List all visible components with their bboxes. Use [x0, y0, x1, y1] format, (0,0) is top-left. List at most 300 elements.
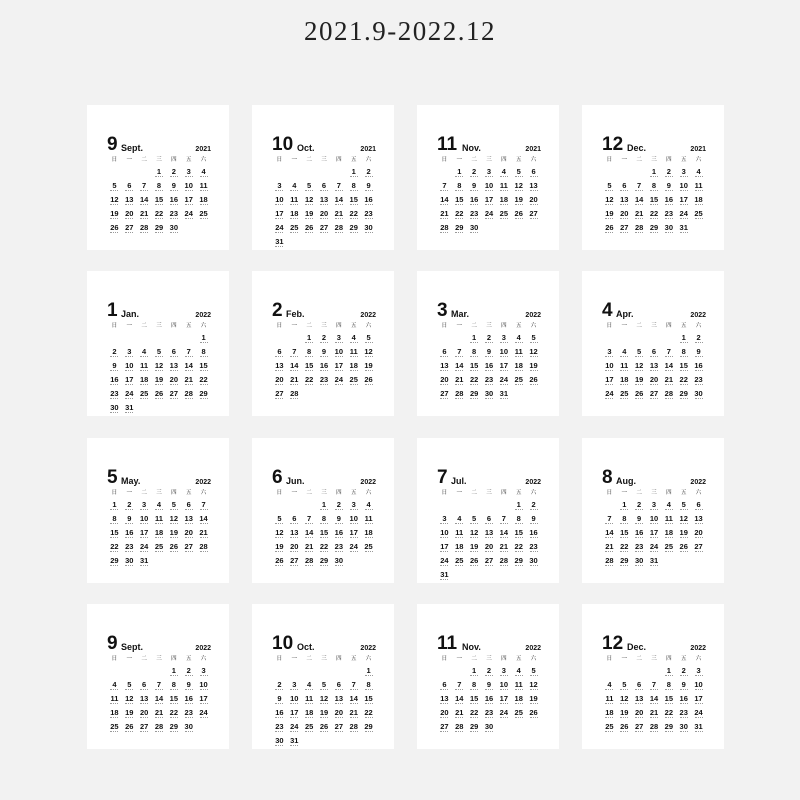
day-cell [272, 722, 287, 736]
day-number: 10 [125, 361, 134, 370]
day-cell [647, 556, 662, 570]
day-number: 2 [666, 167, 671, 176]
day-cell [361, 542, 376, 556]
day-cell [437, 570, 452, 584]
month-card [417, 105, 559, 250]
day-cell [361, 375, 376, 389]
weekday-label: 五 [350, 490, 357, 496]
lunar-date-mark [650, 398, 658, 403]
day-cell [482, 389, 497, 403]
weekday-label: 五 [680, 323, 687, 329]
day-cell [361, 361, 376, 375]
day-cell [287, 361, 302, 375]
month-number: 8 [602, 467, 613, 488]
weekday-label: 二 [141, 656, 147, 662]
lunar-date-mark [500, 218, 508, 223]
day-cell [287, 347, 302, 361]
day-number: 12 [125, 694, 134, 703]
lunar-date-mark [365, 731, 373, 736]
day-number: 5 [472, 514, 477, 523]
day-cell [361, 708, 376, 722]
day-cell [691, 389, 706, 403]
day-cell [346, 347, 361, 361]
day-number: 9 [277, 694, 282, 703]
weekday-label: 四 [501, 323, 507, 329]
day-cell [496, 542, 511, 556]
day-cell [496, 708, 511, 722]
day-number: 8 [366, 680, 371, 689]
empty-day [287, 666, 302, 680]
day-cell [676, 680, 691, 694]
day-number: 10 [184, 181, 193, 190]
day-cell [196, 666, 211, 680]
day-cell [152, 680, 167, 694]
day-number: 22 [679, 375, 688, 384]
lunar-date-mark [680, 731, 688, 736]
day-cell [467, 556, 482, 570]
day-cell [181, 500, 196, 514]
day-cell [467, 333, 482, 347]
weekday-header [437, 490, 541, 497]
day-cell [691, 722, 706, 736]
day-number: 14 [349, 694, 358, 703]
day-cell [661, 542, 676, 556]
weekday-header [107, 656, 211, 663]
day-number: 26 [125, 722, 134, 731]
day-number: 18 [349, 361, 358, 370]
lunar-date-mark [470, 232, 478, 237]
day-number: 19 [319, 708, 329, 717]
weekday-label: 日 [606, 157, 613, 163]
day-cell [166, 500, 181, 514]
day-cell [272, 542, 287, 556]
day-number: 18 [514, 694, 523, 703]
day-number: 25 [364, 542, 373, 551]
day-cell [152, 528, 167, 542]
weekday-label: 一 [456, 656, 463, 662]
day-number: 17 [184, 195, 193, 204]
day-cell [632, 500, 647, 514]
month-number: 11 [437, 134, 458, 155]
day-cell [346, 167, 361, 181]
day-number: 20 [529, 195, 538, 204]
day-cell [617, 556, 632, 570]
day-cell [676, 167, 691, 181]
lunar-date-mark [110, 232, 118, 237]
day-number: 3 [486, 167, 492, 176]
day-cell [331, 514, 346, 528]
empty-day [181, 333, 196, 347]
day-number: 23 [319, 375, 329, 384]
day-cell [676, 195, 691, 209]
day-number: 26 [364, 375, 373, 384]
day-cell [496, 181, 511, 195]
day-number: 14 [199, 514, 208, 523]
day-number: 28 [455, 722, 464, 731]
day-cell [317, 542, 332, 556]
day-cell [676, 722, 691, 736]
day-cell [181, 167, 196, 181]
day-cell [272, 375, 287, 389]
day-number: 16 [484, 361, 494, 370]
day-number: 28 [664, 389, 674, 398]
day-cell [647, 708, 662, 722]
day-number: 13 [125, 195, 134, 204]
day-cell [122, 375, 137, 389]
day-cell [661, 666, 676, 680]
lunar-date-mark [170, 232, 178, 237]
day-number: 10 [440, 528, 449, 537]
day-number: 8 [651, 181, 657, 190]
day-cell [496, 167, 511, 181]
weekday-label: 三 [156, 157, 162, 163]
day-cell [452, 223, 467, 237]
day-cell [346, 694, 361, 708]
day-cell [181, 708, 196, 722]
day-number: 22 [514, 542, 523, 551]
day-cell [196, 167, 211, 181]
day-cell [437, 209, 452, 223]
lunar-date-mark [635, 398, 643, 403]
weekday-label: 四 [171, 323, 177, 329]
day-cell [647, 528, 662, 542]
day-cell [632, 694, 647, 708]
day-cell [691, 209, 706, 223]
day-cell [302, 708, 317, 722]
weekday-label: 五 [350, 656, 357, 662]
day-cell [272, 237, 287, 251]
day-cell [676, 333, 691, 347]
day-cell [467, 722, 482, 736]
empty-day [437, 666, 452, 680]
lunar-date-mark [140, 565, 148, 570]
day-cell [317, 680, 332, 694]
day-number: 7 [666, 347, 671, 356]
day-number: 22 [154, 209, 164, 218]
day-cell [632, 361, 647, 375]
day-number: 30 [679, 722, 688, 731]
lunar-date-mark [635, 232, 643, 237]
day-number: 4 [696, 167, 701, 176]
day-cell [137, 542, 152, 556]
day-cell [632, 680, 647, 694]
month-header [272, 631, 376, 653]
day-number: 6 [531, 167, 536, 176]
page-title: 2021.9-2022.12 [304, 16, 496, 46]
day-number: 11 [155, 514, 163, 523]
day-number: 30 [184, 722, 193, 731]
day-cell [617, 528, 632, 542]
day-cell [272, 223, 287, 237]
lunar-date-mark [635, 731, 643, 736]
day-cell [452, 181, 467, 195]
day-number: 24 [694, 708, 703, 717]
day-number: 24 [605, 389, 614, 398]
weekday-label: 五 [680, 157, 687, 163]
day-cell [676, 500, 691, 514]
day-cell [331, 181, 346, 195]
day-cell [152, 347, 167, 361]
day-cell [632, 181, 647, 195]
day-number: 15 [169, 694, 179, 703]
day-cell [107, 195, 122, 209]
month-name: Oct. [297, 143, 315, 153]
empty-day [467, 500, 482, 514]
weekday-header [437, 157, 541, 164]
day-cell [196, 361, 211, 375]
month-number: 9 [107, 633, 118, 654]
day-cell [496, 209, 511, 223]
day-number: 25 [349, 375, 358, 384]
day-number: 6 [292, 514, 297, 523]
lunar-date-mark [530, 218, 538, 223]
weekday-label: 一 [126, 323, 133, 329]
day-number: 10 [275, 195, 284, 204]
month-name: Oct. [297, 642, 315, 652]
day-grid [602, 500, 706, 570]
day-cell [272, 514, 287, 528]
weekday-label: 一 [291, 157, 298, 163]
day-cell [272, 736, 287, 750]
day-cell [331, 209, 346, 223]
weekday-label: 日 [441, 656, 448, 662]
day-cell [287, 389, 302, 403]
day-cell [166, 680, 181, 694]
day-cell [467, 347, 482, 361]
day-cell [676, 708, 691, 722]
day-cell [602, 722, 617, 736]
month-header [272, 298, 376, 320]
day-number: 24 [499, 375, 509, 384]
day-number: 17 [290, 708, 299, 717]
day-number: 5 [307, 181, 312, 190]
day-number: 21 [304, 542, 314, 551]
day-cell [526, 375, 541, 389]
lunar-date-mark [305, 565, 313, 570]
day-number: 25 [199, 209, 208, 218]
empty-day [452, 666, 467, 680]
weekday-label: 三 [321, 157, 327, 163]
day-cell [437, 375, 452, 389]
day-number: 8 [351, 181, 356, 190]
day-cell [331, 556, 346, 570]
empty-day [331, 666, 346, 680]
day-cell [602, 375, 617, 389]
day-cell [331, 500, 346, 514]
day-cell [302, 514, 317, 528]
lunar-date-mark [515, 218, 523, 223]
day-number: 21 [634, 209, 644, 218]
day-number: 14 [499, 528, 509, 537]
day-cell [467, 223, 482, 237]
day-number: 5 [277, 514, 282, 523]
day-number: 12 [620, 694, 629, 703]
day-number: 20 [169, 375, 179, 384]
day-number: 9 [366, 181, 371, 190]
day-cell [526, 694, 541, 708]
day-number: 4 [351, 333, 356, 342]
day-number: 5 [127, 680, 132, 689]
day-number: 5 [531, 333, 536, 342]
day-grid [272, 500, 376, 570]
day-cell [482, 528, 497, 542]
lunar-date-mark [185, 398, 193, 403]
weekday-label: 三 [651, 157, 657, 163]
day-number: 11 [110, 694, 119, 703]
day-number: 24 [484, 209, 494, 218]
empty-day [647, 666, 662, 680]
day-number: 1 [351, 167, 356, 176]
lunar-date-mark [305, 232, 313, 237]
day-cell [526, 708, 541, 722]
day-cell [272, 708, 287, 722]
weekday-label: 三 [486, 490, 492, 496]
day-number: 18 [620, 375, 629, 384]
day-number: 22 [304, 375, 314, 384]
day-cell [331, 361, 346, 375]
lunar-date-mark [305, 384, 313, 389]
month-number: 4 [602, 300, 613, 321]
day-number: 22 [455, 209, 464, 218]
lunar-date-mark [620, 565, 628, 570]
day-cell [331, 375, 346, 389]
day-cell [166, 347, 181, 361]
lunar-date-mark [110, 412, 118, 417]
weekday-label: 二 [141, 490, 147, 496]
day-number: 16 [529, 528, 538, 537]
weekday-label: 一 [621, 157, 628, 163]
day-number: 13 [184, 514, 193, 523]
day-cell [647, 680, 662, 694]
day-number: 12 [529, 680, 538, 689]
day-number: 14 [290, 361, 299, 370]
day-number: 16 [484, 694, 494, 703]
day-number: 16 [694, 361, 703, 370]
lunar-date-mark [350, 384, 358, 389]
lunar-date-mark [200, 551, 208, 556]
day-cell [617, 708, 632, 722]
day-number: 9 [112, 361, 117, 370]
weekday-header [437, 323, 541, 330]
day-number: 23 [364, 209, 373, 218]
empty-day [632, 167, 647, 181]
day-number: 28 [649, 722, 659, 731]
day-number: 15 [649, 195, 659, 204]
month-header [272, 132, 376, 154]
day-cell [691, 333, 706, 347]
day-cell [181, 389, 196, 403]
day-cell [437, 680, 452, 694]
day-grid [272, 167, 376, 251]
day-cell [181, 181, 196, 195]
weekday-label: 六 [365, 323, 372, 329]
day-cell [632, 556, 647, 570]
weekday-header [602, 157, 706, 164]
lunar-date-mark [650, 232, 658, 237]
day-number: 20 [694, 528, 703, 537]
day-number: 3 [351, 500, 356, 509]
day-number: 5 [366, 333, 371, 342]
empty-day [632, 666, 647, 680]
day-number: 30 [664, 223, 674, 232]
day-number: 6 [637, 680, 642, 689]
day-cell [691, 708, 706, 722]
day-number: 3 [201, 666, 206, 675]
day-number: 26 [529, 375, 538, 384]
weekday-label: 一 [291, 656, 298, 662]
lunar-date-mark [515, 717, 523, 722]
empty-day [287, 333, 302, 347]
day-number: 18 [364, 528, 373, 537]
day-number: 24 [199, 708, 208, 717]
day-number: 13 [334, 694, 344, 703]
day-number: 4 [501, 167, 506, 176]
day-number: 11 [349, 347, 358, 356]
weekday-label: 五 [185, 323, 192, 329]
month-year: 2021 [360, 146, 376, 153]
day-cell [632, 195, 647, 209]
day-cell [691, 542, 706, 556]
day-number: 12 [529, 347, 538, 356]
day-cell [137, 528, 152, 542]
day-number: 28 [184, 389, 193, 398]
day-number: 22 [110, 542, 119, 551]
weekday-label: 二 [636, 656, 642, 662]
day-number: 18 [455, 542, 464, 551]
day-cell [302, 528, 317, 542]
day-number: 19 [605, 209, 614, 218]
day-number: 19 [620, 708, 629, 717]
day-number: 11 [290, 195, 299, 204]
day-number: 2 [366, 167, 371, 176]
day-number: 27 [620, 223, 629, 232]
day-number: 23 [694, 375, 703, 384]
day-number: 7 [307, 514, 312, 523]
day-cell [122, 514, 137, 528]
day-grid [602, 167, 706, 237]
day-number: 23 [664, 209, 674, 218]
day-number: 4 [622, 347, 627, 356]
day-grid [272, 666, 376, 750]
day-cell [691, 375, 706, 389]
day-cell [181, 694, 196, 708]
day-number: 27 [290, 556, 299, 565]
day-number: 19 [679, 528, 688, 537]
day-number: 20 [440, 375, 449, 384]
day-cell [166, 708, 181, 722]
day-number: 13 [484, 528, 494, 537]
day-cell [196, 375, 211, 389]
day-number: 10 [139, 514, 149, 523]
day-cell [452, 167, 467, 181]
day-cell [632, 722, 647, 736]
empty-day [437, 167, 452, 181]
day-cell [302, 209, 317, 223]
day-number: 2 [696, 333, 701, 342]
day-cell [467, 542, 482, 556]
day-cell [346, 181, 361, 195]
day-number: 15 [154, 195, 164, 204]
month-card [582, 105, 724, 250]
day-number: 14 [605, 528, 614, 537]
weekday-label: 一 [621, 490, 628, 496]
day-number: 14 [455, 361, 464, 370]
day-cell [661, 500, 676, 514]
weekday-label: 四 [336, 656, 342, 662]
day-number: 5 [112, 181, 117, 190]
weekday-label: 四 [666, 157, 672, 163]
day-number: 1 [112, 500, 117, 509]
